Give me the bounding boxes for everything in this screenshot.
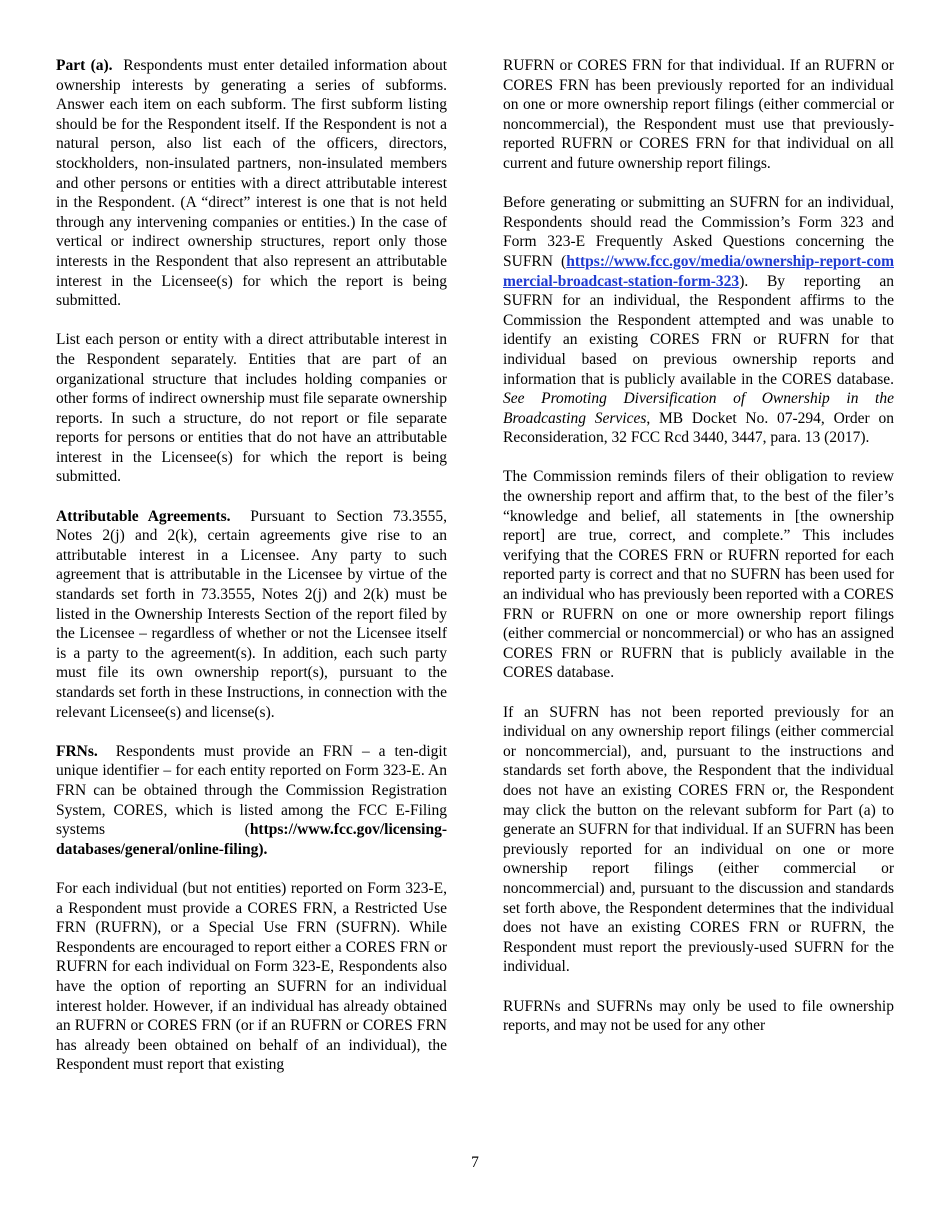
frns-heading: FRNs. [56, 742, 98, 760]
continued-text: RUFRN or CORES FRN for that individual. If an RUFRN or CORES FRN has been previously reported for an individual on one or more ownership report filings (either commercial or noncommercial), the Respondent must use that previously-reported RUFRN or CORES FRN for that individual on all current and future ownership report filings. [503, 57, 894, 172]
list-each-text: List each person or entity with a direct attributable interest in the Respondent separately. Entities that are part of an organizational structure that includes holding companies or other forms of indirect ownership must file separate ownership reports. In such a structure, do not report or file separate reports for persons or entities that do not have an attributable interest in the Licensee(s) for which the report is being submitted. [56, 331, 447, 486]
faq-link[interactable]: https://www.fcc.gov/media/ownership-report-commercial-broadcast-station-form-323 [503, 252, 894, 290]
before-generating-text: Before generating or submitting an SUFRN for an individual, Respondents should read the Commission’s Form 323 and Form 323-E Frequently Asked Questions concerning the SUFRN ( [503, 194, 894, 270]
part-a-heading: Part (a). [56, 57, 113, 74]
list-each-paragraph [56, 330, 447, 487]
individuals-paragraph [56, 879, 447, 1075]
before-generating-text-middle: ). By reporting an SUFRN for an individual, the Respondent affirms to the Commission the Respondent attempted and was unable to identify an existing CORES FRN or RUFRN for that individual based on previous ownership reports and information that is publicly available in the CORES database. [503, 272, 894, 388]
before-generating-text-after: , MB Docket No. 07-294, Order on Reconsideration, 32 FCC Rcd 3440, 3447, para. 13 (2017). [503, 409, 894, 447]
online-filing-url: https://www.fcc.gov/licensing-databases/general/online-filing). [56, 821, 447, 858]
case-citation: See Promoting Diversification of Ownership in the Broadcasting Services [503, 390, 894, 427]
right-column [503, 56, 894, 1036]
rufrns-paragraph [503, 997, 894, 1036]
reminds-text: The Commission reminds filers of their obligation to review the ownership report and affirm that, to the best of the filer’s “knowledge and belief, all statements in [the ownership report] are true, correct, and complete.” This includes verifying that the CORES FRN or RUFRN reported for each reported party is correct and that no SUFRN has been used for an individual who has previously been reported with a CORES FRN or RUFRN on one or more ownership report filings (either commercial or noncommercial) or who has an assigned CORES FRN or RUFRN that is publicly available in the CORES database. [503, 468, 894, 682]
part-a-text: Respondents must enter detailed information about ownership interests by generating a series of subforms. Answer each item on each subform. The first subform listing should be for the Respondent itself. If the Respondent is not a natural person, also list each of the officers, directors, stockholders, non-insulated partners, non-insulated members and other persons or entities with a direct attributable interest in the Respondent. (A “direct” interest is one that is not held through any intervening companies or entities.) In the case of vertical or indirect ownership structures, report only those interests in the Respondent that also represent an attributable interest in the Licensee(s) for which the report is being submitted. [56, 57, 448, 310]
reminds-paragraph [503, 467, 894, 683]
page-number: 7 [471, 1154, 479, 1171]
rufrns-text: RUFRNs and SUFRNs may only be used to file ownership reports, and may not be used for any other [503, 997, 894, 1035]
attributable-agreements-heading: Attributable Agreements. [56, 507, 231, 525]
attributable-agreements-text: Pursuant to Section 73.3555, Notes 2(j) and 2(k), certain agreements give rise to an attributable interest in a Licensee. Any party to such agreement that is attributable in the Licensee by virtue of the standards set forth in 73.3555, Notes 2(j) and 2(k) must be listed in the Ownership Interests Section of the report filed by the Licensee – regardless of whether or not the Licensee itself is a party to the agreement(s). In addition, each such party must file its own ownership report(s), pursuant to the standards set forth in these Instructions, in connection with the relevant Licensee(s) and license(s). [56, 507, 447, 721]
attributable-agreements-paragraph [56, 507, 447, 723]
before-generating-paragraph [503, 193, 894, 448]
individuals-text: For each individual (but not entities) reported on Form 323-E, a Respondent must provide a CORES FRN, a Restricted Use FRN (RUFRN), or a Special Use FRN (SUFRN). While Respondents are encouraged to report either a CORES FRN or RUFRN for each individual on Form 323-E, Respondents also have the option of reporting an SUFRN for an individual interest holder. However, if an individual has already obtained an RUFRN or CORES FRN (or if an RUFRN or CORES FRN has already been obtained on behalf of an individual), the Respondent must report that existing [56, 879, 447, 1074]
if-sufrn-paragraph [503, 703, 894, 977]
left-column [56, 56, 447, 1075]
part-a-paragraph [56, 56, 447, 311]
frns-text: Respondents must provide an FRN – a ten-digit unique identifier – for each entity reported on Form 323-E. An FRN can be obtained through the Commission Registration System, CORES, which is listed among the FCC E-Filing systems ( [56, 742, 448, 839]
if-sufrn-text: If an SUFRN has not been reported previously for an individual on any ownership report filings (either commercial or noncommercial), and, pursuant to the instructions and standards set forth above, the Respondent that the individual does not have an existing CORES FRN or, the Respondent may click the button on the relevant subform for Part (a) to generate an SUFRN for that individual. If an SUFRN has been previously reported for an individual on one or more ownership report filings (either commercial or noncommercial) and, pursuant to the discussion and standards set forth above, the Respondent determines that the individual does not have an existing CORES FRN or RUFRN, the Respondent must report the previously-used SUFRN for the individual. [503, 703, 894, 976]
frns-paragraph [56, 742, 447, 860]
continued-paragraph [503, 56, 894, 174]
